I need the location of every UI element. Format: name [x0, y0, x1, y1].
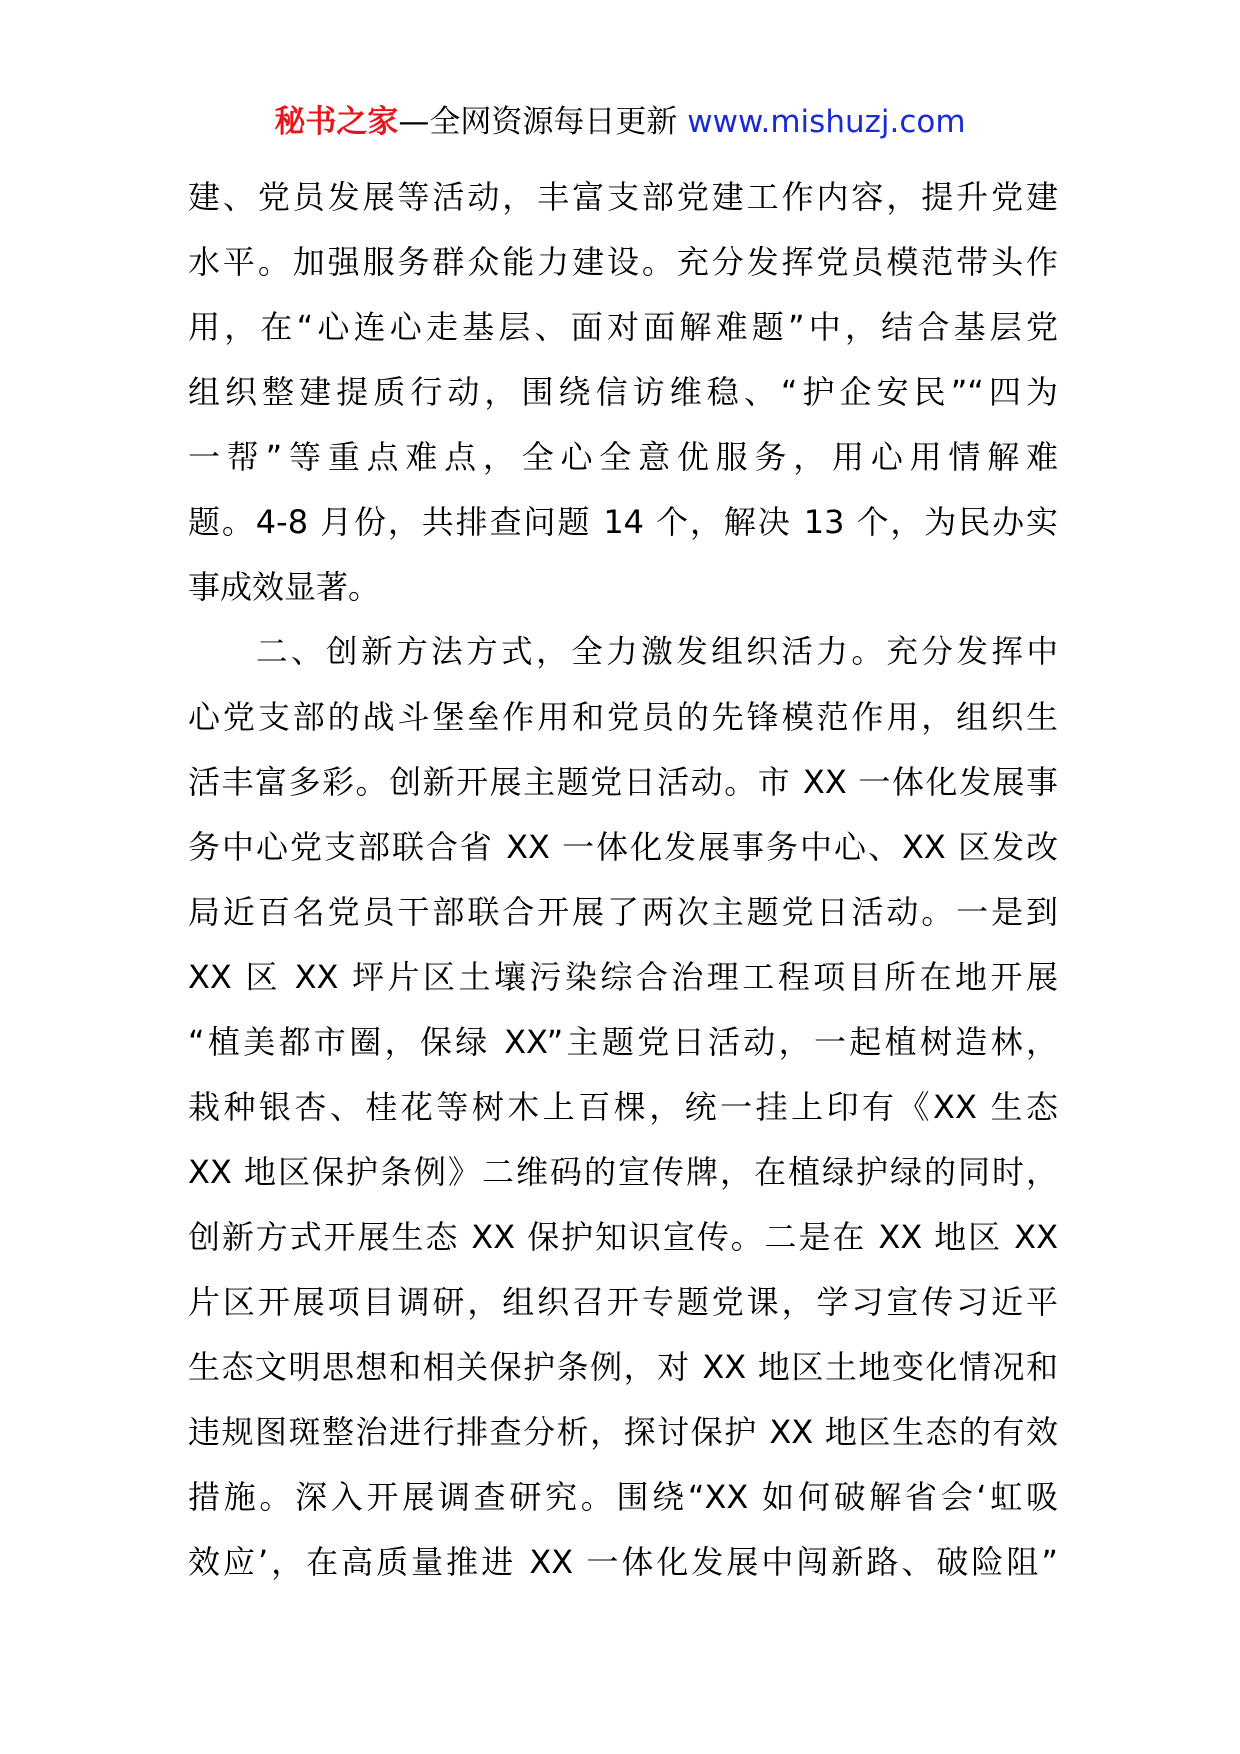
- text-line: 题。4-8 月份，共排查问题 14 个，解决 13 个，为民办实: [188, 503, 1058, 541]
- text-line: 片区开展项目调研，组织召开专题党课，学习宣传习近平: [188, 1283, 1058, 1321]
- page-header: [0, 100, 1240, 144]
- text-line: 局近百名党员干部联合开展了两次主题党日活动。一是到: [188, 893, 1058, 931]
- text-line: 组织整建提质行动，围绕信访维稳、“护企安民”“四为: [188, 373, 1058, 411]
- paragraph-heading-line: 二、创新方法方式，全力激发组织活力。充分发挥中: [256, 634, 1058, 670]
- text-line: 水平。加强服务群众能力建设。充分发挥党员模范带头作: [188, 243, 1058, 281]
- text-line: 生态文明思想和相关保护条例，对 XX 地区土地变化情况和: [188, 1348, 1058, 1386]
- paragraph-end-line: 事成效显著。: [188, 568, 381, 606]
- text-line: “植美都市圈，保绿 XX”主题党日活动，一起植树造林，: [188, 1023, 1058, 1061]
- text-line: 活丰富多彩。创新开展主题党日活动。市 XX 一体化发展事: [188, 763, 1058, 801]
- text-line: 效应’，在高质量推进 XX 一体化发展中闯新路、破险阻”: [188, 1543, 1058, 1581]
- text-line: 务中心党支部联合省 XX 一体化发展事务中心、XX 区发改: [188, 828, 1058, 866]
- text-line: 违规图斑整治进行排查分析，探讨保护 XX 地区生态的有效: [188, 1413, 1058, 1451]
- text-line: XX 区 XX 坪片区土壤污染综合治理工程项目所在地开展: [188, 958, 1058, 996]
- document-body: [188, 165, 1058, 1595]
- text-line: 用，在“心连心走基层、面对面解难题”中，结合基层党: [188, 308, 1058, 346]
- text-line: XX 地区保护条例》二维码的宣传牌，在植绿护绿的同时，: [188, 1153, 1058, 1191]
- header-tagline: —全网资源每日更新: [398, 104, 678, 140]
- text-line: 建、党员发展等活动，丰富支部党建工作内容，提升党建: [188, 178, 1058, 216]
- text-line: 栽种银杏、桂花等树木上百棵，统一挂上印有《XX 生态: [188, 1088, 1058, 1126]
- text-line: 措施。深入开展调查研究。围绕“XX 如何破解省会‘虹吸: [188, 1478, 1058, 1516]
- text-line: 一帮”等重点难点，全心全意优服务，用心用情解难: [188, 438, 1058, 476]
- header-url-link[interactable]: www.mishuzj.com: [687, 104, 966, 140]
- brand-name: 秘书之家: [274, 104, 399, 140]
- text-line: 心党支部的战斗堡垒作用和党员的先锋模范作用，组织生: [188, 698, 1058, 736]
- text-line: 创新方式开展生态 XX 保护知识宣传。二是在 XX 地区 XX: [188, 1218, 1058, 1256]
